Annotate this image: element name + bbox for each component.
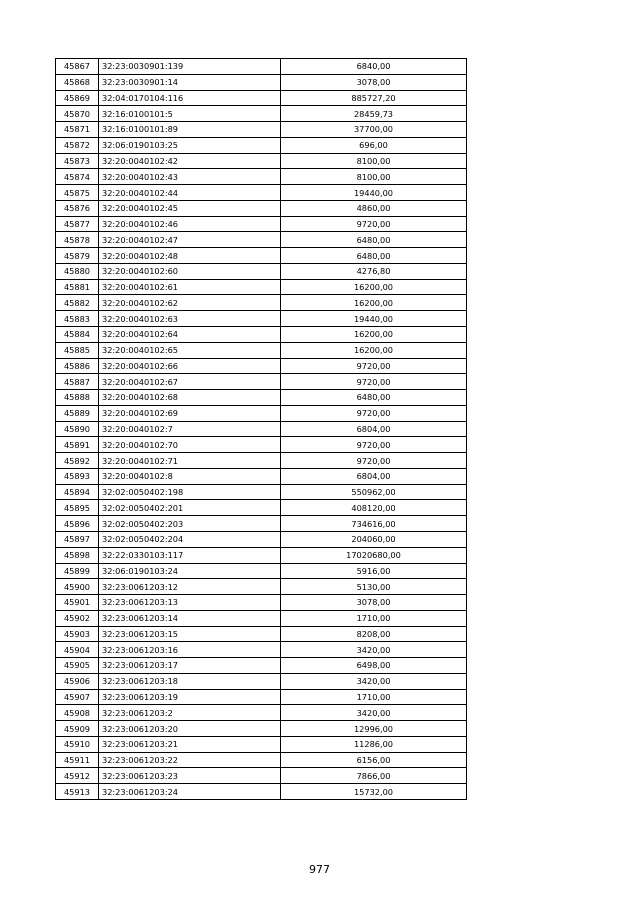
row-number-cell: 45887: [56, 374, 99, 390]
table-row: [56, 595, 467, 611]
value-cell: 6480,00: [281, 390, 467, 406]
row-number-cell: 45905: [56, 658, 99, 674]
row-number-cell: 45896: [56, 516, 99, 532]
value-cell: 408120,00: [281, 500, 467, 516]
value-cell: 6840,00: [281, 59, 467, 75]
table-row: [56, 405, 467, 421]
cadastral-number-cell: 32:23:0061203:15: [99, 626, 281, 642]
cadastral-number-cell: 32:23:0061203:23: [99, 768, 281, 784]
table-row: [56, 106, 467, 122]
value-cell: 696,00: [281, 137, 467, 153]
cadastral-number-cell: 32:20:0040102:66: [99, 358, 281, 374]
table-row: [56, 137, 467, 153]
value-cell: 6480,00: [281, 232, 467, 248]
row-number-cell: 45906: [56, 673, 99, 689]
value-cell: 8100,00: [281, 153, 467, 169]
table-row: [56, 705, 467, 721]
value-cell: 15732,00: [281, 784, 467, 800]
table-row: [56, 232, 467, 248]
row-number-cell: 45875: [56, 185, 99, 201]
row-number-cell: 45882: [56, 295, 99, 311]
table-row: [56, 153, 467, 169]
cadastral-number-cell: 32:16:0100101:89: [99, 122, 281, 138]
value-cell: 204060,00: [281, 531, 467, 547]
value-cell: 3420,00: [281, 642, 467, 658]
cadastral-number-cell: 32:23:0061203:21: [99, 736, 281, 752]
table-row: [56, 516, 467, 532]
value-cell: 16200,00: [281, 327, 467, 343]
table-row: [56, 531, 467, 547]
value-cell: 4276,80: [281, 263, 467, 279]
table-row: [56, 311, 467, 327]
row-number-cell: 45884: [56, 327, 99, 343]
table-row: [56, 122, 467, 138]
cadastral-number-cell: 32:20:0040102:71: [99, 453, 281, 469]
row-number-cell: 45912: [56, 768, 99, 784]
value-cell: 6156,00: [281, 752, 467, 768]
cadastral-number-cell: 32:20:0040102:45: [99, 200, 281, 216]
row-number-cell: 45902: [56, 610, 99, 626]
table-row: [56, 295, 467, 311]
cadastral-number-cell: 32:20:0040102:63: [99, 311, 281, 327]
value-cell: 12996,00: [281, 721, 467, 737]
cadastral-number-cell: 32:23:0061203:20: [99, 721, 281, 737]
table-row: [56, 390, 467, 406]
cadastral-number-cell: 32:02:0050402:201: [99, 500, 281, 516]
table-row: [56, 500, 467, 516]
row-number-cell: 45903: [56, 626, 99, 642]
table-row: [56, 563, 467, 579]
table-row: [56, 437, 467, 453]
cadastral-number-cell: 32:20:0040102:7: [99, 421, 281, 437]
table-row: [56, 642, 467, 658]
table-row: [56, 484, 467, 500]
table-row: [56, 169, 467, 185]
table-row: [56, 327, 467, 343]
value-cell: 6804,00: [281, 421, 467, 437]
table-row: [56, 453, 467, 469]
row-number-cell: 45913: [56, 784, 99, 800]
row-number-cell: 45872: [56, 137, 99, 153]
table-row: [56, 768, 467, 784]
table-row: [56, 610, 467, 626]
value-cell: 16200,00: [281, 295, 467, 311]
cadastral-number-cell: 32:20:0040102:64: [99, 327, 281, 343]
row-number-cell: 45871: [56, 122, 99, 138]
row-number-cell: 45908: [56, 705, 99, 721]
cadastral-number-cell: 32:23:0061203:14: [99, 610, 281, 626]
row-number-cell: 45909: [56, 721, 99, 737]
value-cell: 9720,00: [281, 405, 467, 421]
table-row: [56, 279, 467, 295]
table-row: [56, 74, 467, 90]
row-number-cell: 45886: [56, 358, 99, 374]
table-row: [56, 658, 467, 674]
table-row: [56, 90, 467, 106]
cadastral-number-cell: 32:20:0040102:65: [99, 342, 281, 358]
row-number-cell: 45873: [56, 153, 99, 169]
table-row: [56, 689, 467, 705]
table-row: [56, 358, 467, 374]
table-row: [56, 468, 467, 484]
cadastral-number-cell: 32:23:0061203:13: [99, 595, 281, 611]
cadastral-number-cell: 32:23:0061203:17: [99, 658, 281, 674]
cadastral-number-cell: 32:02:0050402:204: [99, 531, 281, 547]
page-number: 977: [309, 863, 330, 876]
row-number-cell: 45889: [56, 405, 99, 421]
cadastral-number-cell: 32:23:0030901:139: [99, 59, 281, 75]
cadastral-number-cell: 32:20:0040102:47: [99, 232, 281, 248]
table-row: [56, 721, 467, 737]
cadastral-number-cell: 32:23:0061203:22: [99, 752, 281, 768]
row-number-cell: 45870: [56, 106, 99, 122]
cadastral-number-cell: 32:20:0040102:67: [99, 374, 281, 390]
cadastral-number-cell: 32:23:0061203:12: [99, 579, 281, 595]
cadastral-number-cell: 32:23:0061203:2: [99, 705, 281, 721]
value-cell: 16200,00: [281, 279, 467, 295]
cadastral-number-cell: 32:06:0190103:25: [99, 137, 281, 153]
cadastral-number-cell: 32:20:0040102:46: [99, 216, 281, 232]
cadastral-number-cell: 32:23:0061203:19: [99, 689, 281, 705]
row-number-cell: 45904: [56, 642, 99, 658]
table-row: [56, 342, 467, 358]
row-number-cell: 45901: [56, 595, 99, 611]
value-cell: 9720,00: [281, 453, 467, 469]
cadastral-number-cell: 32:23:0061203:18: [99, 673, 281, 689]
value-cell: 6480,00: [281, 248, 467, 264]
value-cell: 8208,00: [281, 626, 467, 642]
value-cell: 6498,00: [281, 658, 467, 674]
table-row: [56, 579, 467, 595]
value-cell: 885727,20: [281, 90, 467, 106]
cadastral-number-cell: 32:23:0061203:16: [99, 642, 281, 658]
table-row: [56, 216, 467, 232]
row-number-cell: 45895: [56, 500, 99, 516]
table-row: [56, 784, 467, 800]
row-number-cell: 45891: [56, 437, 99, 453]
table-row: [56, 374, 467, 390]
value-cell: 734616,00: [281, 516, 467, 532]
row-number-cell: 45899: [56, 563, 99, 579]
row-number-cell: 45869: [56, 90, 99, 106]
cadastral-number-cell: 32:20:0040102:8: [99, 468, 281, 484]
row-number-cell: 45877: [56, 216, 99, 232]
row-number-cell: 45894: [56, 484, 99, 500]
table-row: [56, 248, 467, 264]
row-number-cell: 45911: [56, 752, 99, 768]
cadastral-number-cell: 32:02:0050402:198: [99, 484, 281, 500]
row-number-cell: 45893: [56, 468, 99, 484]
table-row: [56, 752, 467, 768]
value-cell: 3420,00: [281, 705, 467, 721]
cadastral-number-cell: 32:02:0050402:203: [99, 516, 281, 532]
value-cell: 8100,00: [281, 169, 467, 185]
table-row: [56, 673, 467, 689]
table-row: [56, 626, 467, 642]
cadastral-number-cell: 32:22:0330103:117: [99, 547, 281, 563]
table-body: [56, 59, 467, 800]
cadastral-number-cell: 32:20:0040102:43: [99, 169, 281, 185]
row-number-cell: 45898: [56, 547, 99, 563]
value-cell: 4860,00: [281, 200, 467, 216]
table-row: [56, 59, 467, 75]
row-number-cell: 45880: [56, 263, 99, 279]
value-cell: 5916,00: [281, 563, 467, 579]
row-number-cell: 45892: [56, 453, 99, 469]
value-cell: 11286,00: [281, 736, 467, 752]
row-number-cell: 45867: [56, 59, 99, 75]
row-number-cell: 45890: [56, 421, 99, 437]
value-cell: 7866,00: [281, 768, 467, 784]
value-cell: 550962,00: [281, 484, 467, 500]
cadastral-number-cell: 32:20:0040102:70: [99, 437, 281, 453]
cadastral-number-cell: 32:04:0170104:116: [99, 90, 281, 106]
cadastral-number-cell: 32:06:0190103:24: [99, 563, 281, 579]
cadastral-number-cell: 32:20:0040102:68: [99, 390, 281, 406]
value-cell: 5130,00: [281, 579, 467, 595]
cadastral-number-cell: 32:20:0040102:60: [99, 263, 281, 279]
value-cell: 37700,00: [281, 122, 467, 138]
value-cell: 17020680,00: [281, 547, 467, 563]
table-row: [56, 200, 467, 216]
cadastral-number-cell: 32:23:0030901:14: [99, 74, 281, 90]
value-cell: 19440,00: [281, 311, 467, 327]
value-cell: 3078,00: [281, 595, 467, 611]
row-number-cell: 45874: [56, 169, 99, 185]
row-number-cell: 45881: [56, 279, 99, 295]
cadastral-number-cell: 32:23:0061203:24: [99, 784, 281, 800]
table-row: [56, 185, 467, 201]
row-number-cell: 45910: [56, 736, 99, 752]
cadastral-number-cell: 32:16:0100101:5: [99, 106, 281, 122]
value-cell: 19440,00: [281, 185, 467, 201]
value-cell: 9720,00: [281, 216, 467, 232]
cadastral-number-cell: 32:20:0040102:48: [99, 248, 281, 264]
row-number-cell: 45897: [56, 531, 99, 547]
cadastral-value-table: [55, 58, 467, 800]
value-cell: 3420,00: [281, 673, 467, 689]
value-cell: 28459,73: [281, 106, 467, 122]
value-cell: 6804,00: [281, 468, 467, 484]
table-row: [56, 421, 467, 437]
row-number-cell: 45876: [56, 200, 99, 216]
table-row: [56, 263, 467, 279]
row-number-cell: 45888: [56, 390, 99, 406]
cadastral-number-cell: 32:20:0040102:61: [99, 279, 281, 295]
value-cell: 3078,00: [281, 74, 467, 90]
row-number-cell: 45878: [56, 232, 99, 248]
row-number-cell: 45907: [56, 689, 99, 705]
row-number-cell: 45883: [56, 311, 99, 327]
cadastral-number-cell: 32:20:0040102:62: [99, 295, 281, 311]
cadastral-number-cell: 32:20:0040102:69: [99, 405, 281, 421]
cadastral-number-cell: 32:20:0040102:44: [99, 185, 281, 201]
value-cell: 9720,00: [281, 374, 467, 390]
value-cell: 1710,00: [281, 689, 467, 705]
row-number-cell: 45879: [56, 248, 99, 264]
value-cell: 9720,00: [281, 358, 467, 374]
row-number-cell: 45900: [56, 579, 99, 595]
value-cell: 16200,00: [281, 342, 467, 358]
cadastral-number-cell: 32:20:0040102:42: [99, 153, 281, 169]
value-cell: 1710,00: [281, 610, 467, 626]
row-number-cell: 45868: [56, 74, 99, 90]
table-row: [56, 736, 467, 752]
row-number-cell: 45885: [56, 342, 99, 358]
table-row: [56, 547, 467, 563]
value-cell: 9720,00: [281, 437, 467, 453]
